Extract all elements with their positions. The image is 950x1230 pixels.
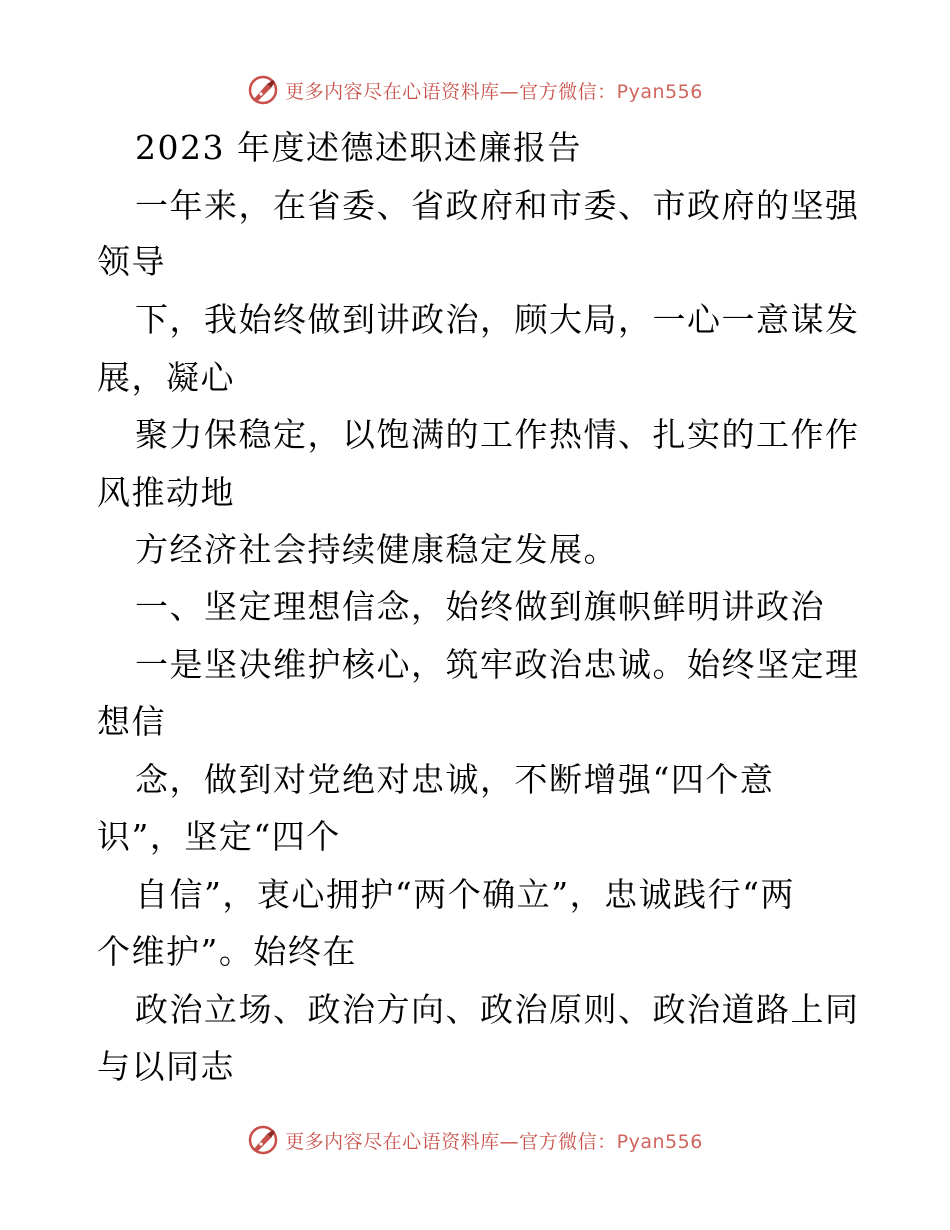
watermark-wechat-id: Pyan556 [616, 80, 703, 103]
paragraph-line: 个维护”。始终在 [97, 932, 357, 971]
watermark-text: 更多内容尽在心语资料库—官方微信： [285, 80, 617, 103]
paragraph-line: 展，凝心 [97, 358, 235, 397]
paragraph-line: 与以同志 [97, 1047, 235, 1086]
paragraph-line: 想信 [97, 702, 166, 741]
watermark-wechat-id: Pyan556 [616, 1130, 703, 1153]
paragraph-line: 风推动地 [97, 473, 235, 512]
paragraph-line: 下，我始终做到讲政治，顾大局，一心一意谋发 [135, 300, 860, 339]
paragraph-line: 政治立场、政治方向、政治原则、政治道路上同 [135, 990, 860, 1029]
section-heading: 一、坚定理想信念，始终做到旗帜鲜明讲政治 [135, 587, 825, 626]
document-title: 2023 年度述德述职述廉报告 [135, 128, 582, 167]
paragraph-line: 一是坚决维护核心，筑牢政治忠诚。始终坚定理 [135, 645, 860, 684]
paragraph-line: 自信”，衷心拥护“两个确立”，忠诚践行“两 [135, 875, 795, 914]
paragraph-line: 聚力保稳定，以饱满的工作热情、扎实的工作作 [135, 415, 860, 454]
paragraph-line: 方经济社会持续健康稳定发展。 [135, 530, 618, 569]
paragraph-line: 识”，坚定“四个 [97, 817, 341, 856]
paragraph-line: 念，做到对党绝对忠诚，不断增强“四个意 [135, 760, 775, 799]
paragraph-line: 一年来，在省委、省政府和市委、市政府的坚强 [135, 186, 860, 225]
pen-nib-seal-logo-icon [247, 1124, 279, 1156]
paragraph-line: 领导 [97, 242, 166, 281]
footer-watermark [0, 1120, 950, 1160]
watermark-text: 更多内容尽在心语资料库—官方微信： [285, 1130, 617, 1153]
header-watermark [0, 70, 950, 110]
pen-nib-seal-logo-icon [247, 74, 279, 106]
